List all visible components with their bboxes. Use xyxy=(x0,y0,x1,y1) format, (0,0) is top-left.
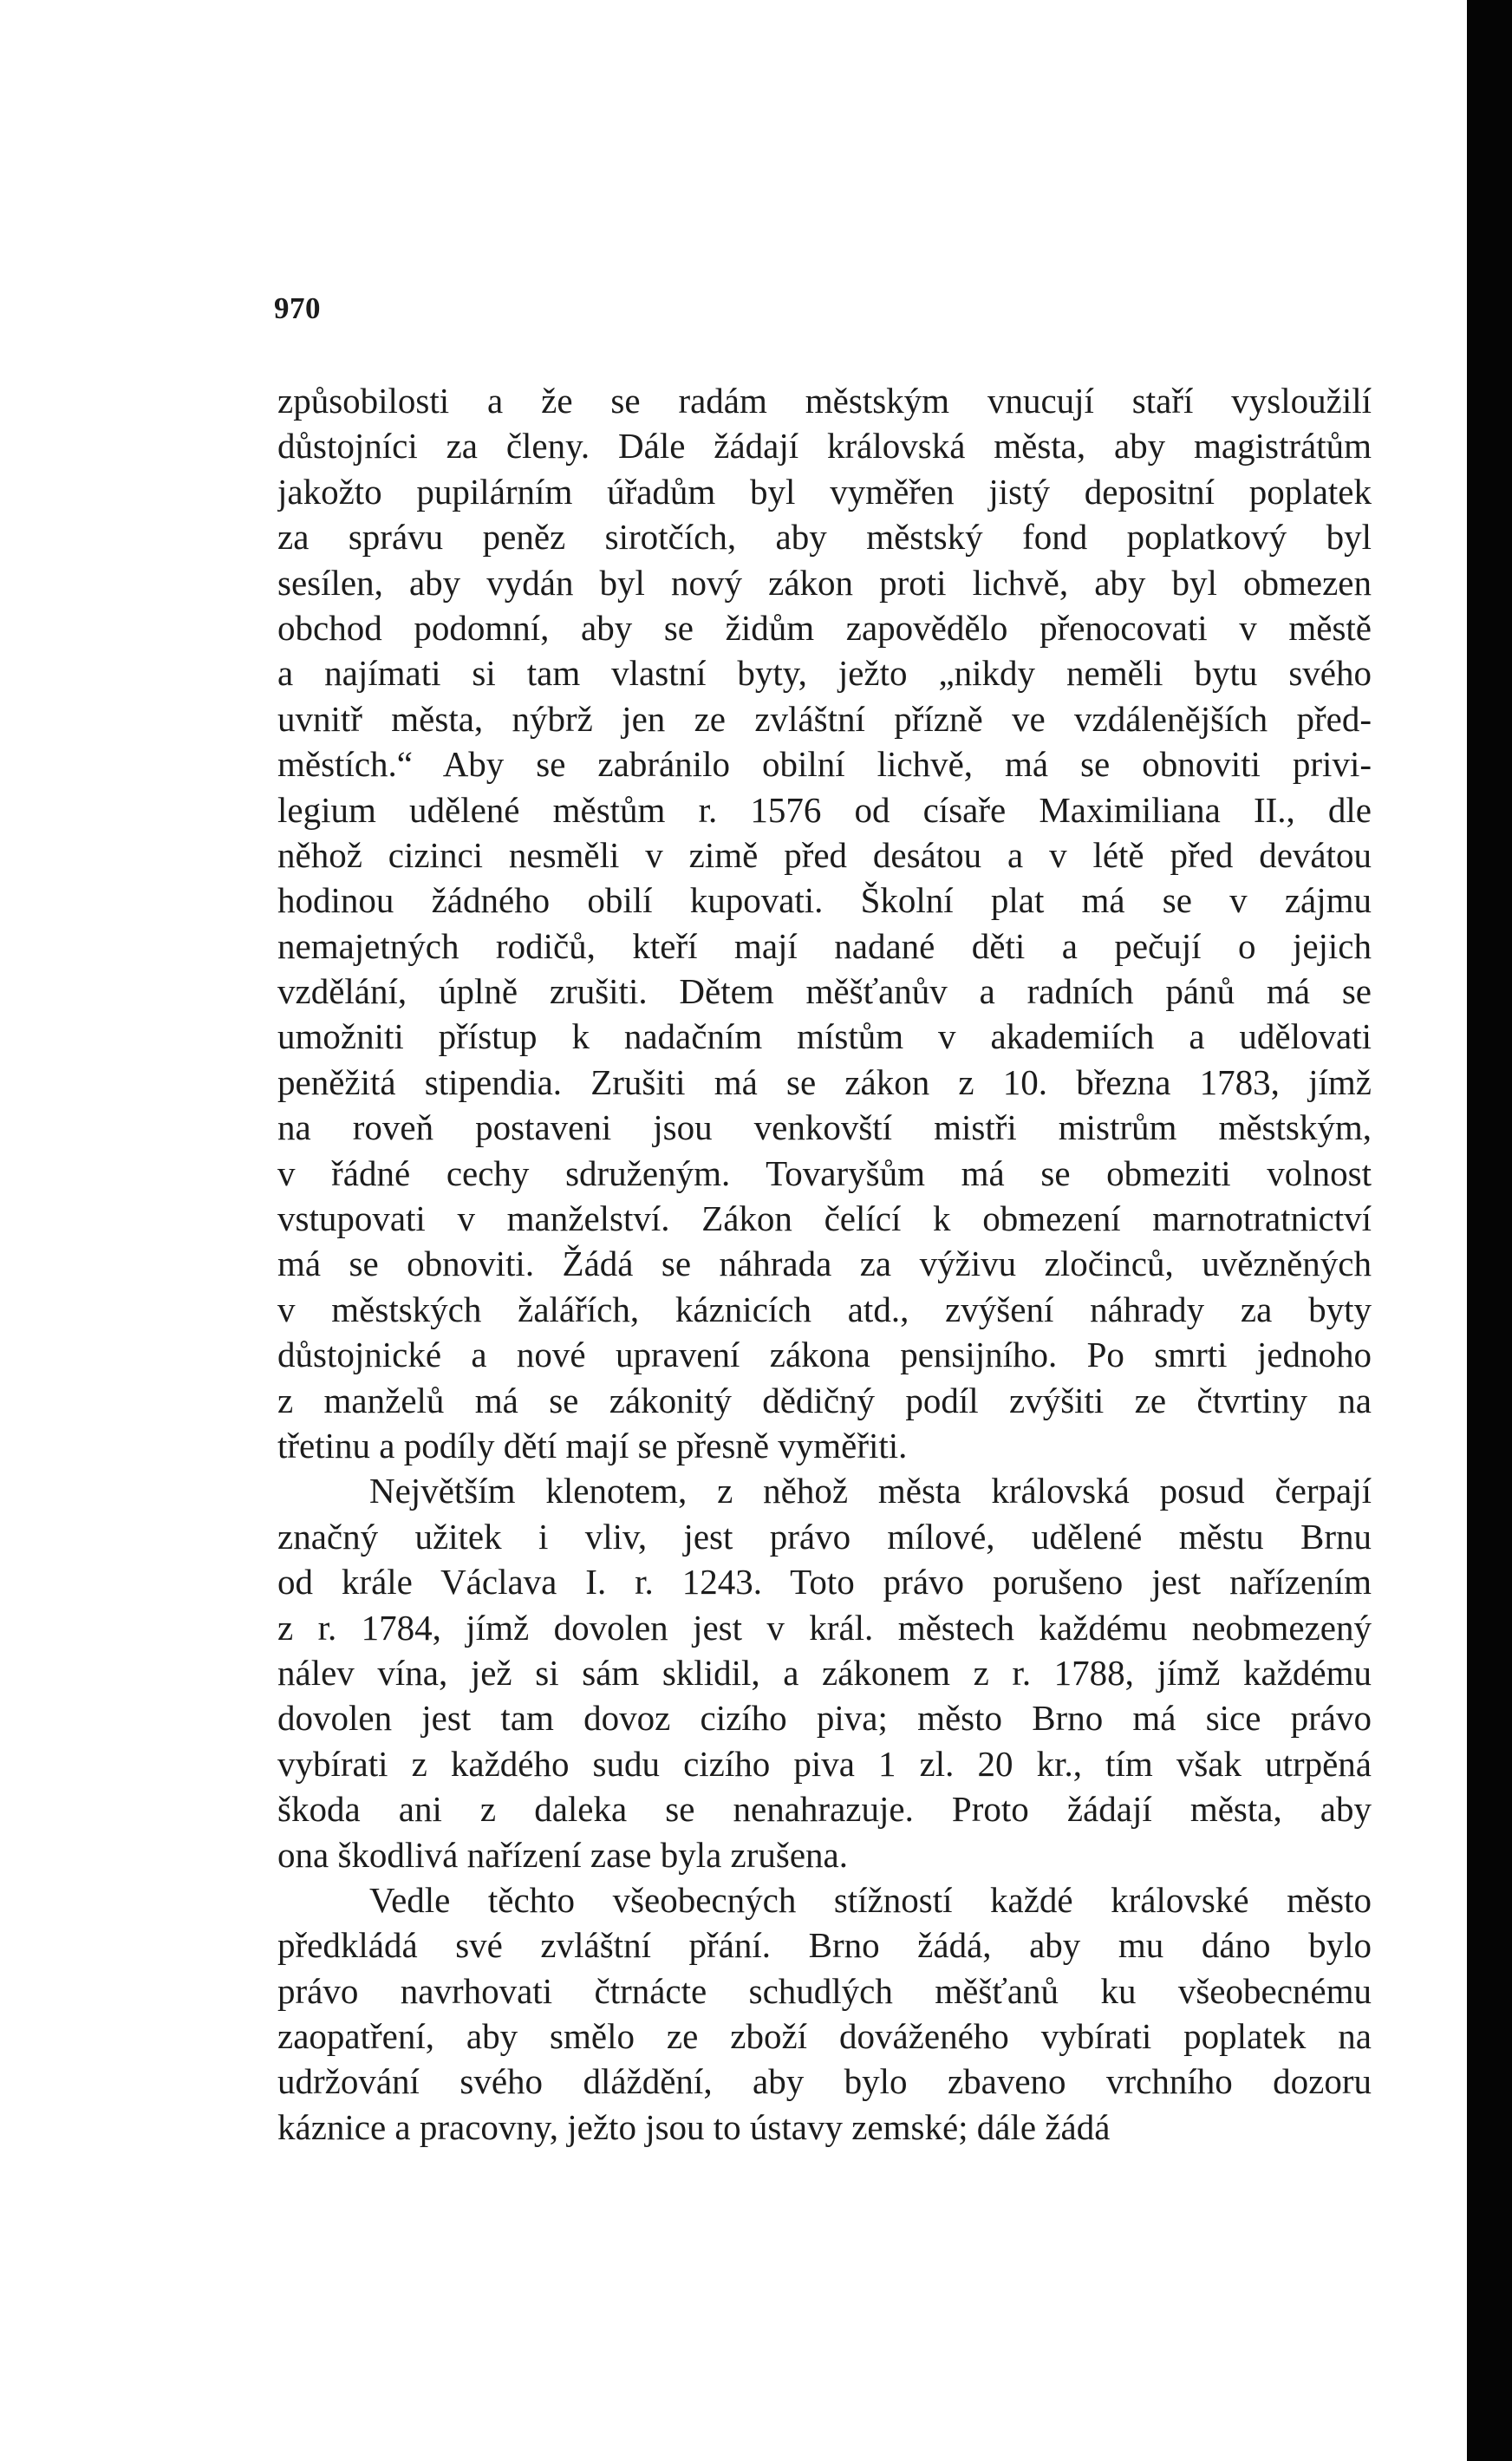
text-line: obchod podomní, aby se židům zapovědělo přenocovati v městě xyxy=(277,607,1372,648)
text-line: důstojníci za členy. Dále žádají královská města, aby magistrátům xyxy=(277,426,1372,467)
text-line: na roveň postaveni jsou venkovští mistři mistrům městským, xyxy=(277,1107,1372,1148)
text-line: jakožto pupilárním úřadům byl vyměřen jistý depositní poplatek xyxy=(277,471,1372,512)
text-line: třetinu a podíly dětí mají se přesně vyměřiti. xyxy=(277,1425,908,1466)
text-line: způsobilosti a že se radám městským vnucují staří vysloužilí xyxy=(277,381,1372,421)
paragraphs-container xyxy=(277,378,1372,2150)
text-line: škoda ani z daleka se nenahrazuje. Proto žádají města, aby xyxy=(277,1789,1372,1830)
text-line: v městských žalářích, káznicích atd., zvýšení náhrady za byty xyxy=(277,1289,1372,1329)
text-line: zaopatření, aby smělo ze zboží dováženého vybírati poplatek na xyxy=(277,2016,1372,2057)
text-line: vstupovati v manželství. Zákon čelící k obmezení marnotratnictví xyxy=(277,1198,1372,1239)
text-line: v řádné cechy sdruženým. Tovaryšům má se obmeziti volnost xyxy=(277,1152,1372,1193)
text-line: káznice a pracovny, ježto jsou to ústavy zemské; dále žádá xyxy=(277,2106,1111,2147)
text-line: od krále Václava I. r. 1243. Toto právo porušeno jest nařízením xyxy=(277,1562,1372,1603)
text-line: ona škodlivá nařízení zase byla zrušena. xyxy=(277,1834,849,1875)
text-line: sesílen, aby vydán byl nový zákon proti lichvě, aby byl obmezen xyxy=(277,562,1372,603)
text-line: umožniti přístup k nadačním místům v akademiích a udělovati xyxy=(277,1016,1372,1057)
text-line: z r. 1784, jímž dovolen jest v král. městech každému neobmezený xyxy=(277,1607,1372,1648)
text-line: něhož cizinci nesměli v zimě před desátou a v létě před devátou xyxy=(277,834,1372,875)
text-line: z manželů má se zákonitý dědičný podíl zvýšiti ze čtvrtiny na xyxy=(277,1380,1372,1420)
text-line: důstojnické a nové upravení zákona pensijního. Po smrti jednoho xyxy=(277,1335,1372,1375)
paragraph xyxy=(277,1877,1372,2150)
text-line: předkládá své zvláštní přání. Brno žádá, aby mu dáno bylo xyxy=(277,1925,1372,1966)
text-line: nemajetných rodičů, kteří mají nadané děti a pečují o jejich xyxy=(277,925,1372,966)
text-line: legium udělené městům r. 1576 od císaře Maximiliana II., dle xyxy=(277,789,1372,830)
text-line: značný užitek i vliv, jest právo mílové, udělené městu Brnu xyxy=(277,1516,1372,1557)
page-number: 970 xyxy=(274,291,321,325)
text-line: za správu peněz sirotčích, aby městský fond poplatkový byl xyxy=(277,517,1372,558)
text-line: má se obnoviti. Žádá se náhrada za výživu zločinců, uvězněných xyxy=(277,1244,1372,1284)
text-line: Vedle těchto všeobecných stížností každé královské město xyxy=(369,1879,1372,1920)
scan-edge-band xyxy=(1467,0,1512,2461)
paragraph xyxy=(277,1468,1372,1877)
text-line: peněžitá stipendia. Zrušiti má se zákon z 10. března 1783, jímž xyxy=(277,1061,1372,1102)
body-text xyxy=(277,378,1372,2150)
text-line: vzdělání, úplně zrušiti. Dětem měšťanův a radních pánů má se xyxy=(277,971,1372,1012)
text-line: právo navrhovati čtrnácte schudlých měšťanů ku všeobecnému xyxy=(277,1970,1372,2011)
text-line: Největším klenotem, z něhož města královská posud čerpají xyxy=(369,1471,1372,1511)
text-line: udržování svého dláždění, aby bylo zbaveno vrchního dozoru xyxy=(277,2061,1372,2102)
text-line: městích.“ Aby se zabránilo obilní lichvě, má se obnoviti privi- xyxy=(277,744,1372,785)
text-line: a najímati si tam vlastní byty, ježto „nikdy neměli bytu svého xyxy=(277,653,1372,694)
text-line: vybírati z každého sudu cizího piva 1 zl. 20 kr., tím však utrpěná xyxy=(277,1743,1372,1784)
text-line: hodinou žádného obilí kupovati. Školní plat má se v zájmu xyxy=(277,880,1372,921)
text-line: uvnitř města, nýbrž jen ze zvláštní přízně ve vzdálenějších před- xyxy=(277,698,1372,739)
text-line: dovolen jest tam dovoz cizího piva; město Brno má sice právo xyxy=(277,1698,1372,1739)
paragraph xyxy=(277,378,1372,1468)
text-line: nálev vína, jež si sám sklidil, a zákonem z r. 1788, jímž každému xyxy=(277,1652,1372,1693)
